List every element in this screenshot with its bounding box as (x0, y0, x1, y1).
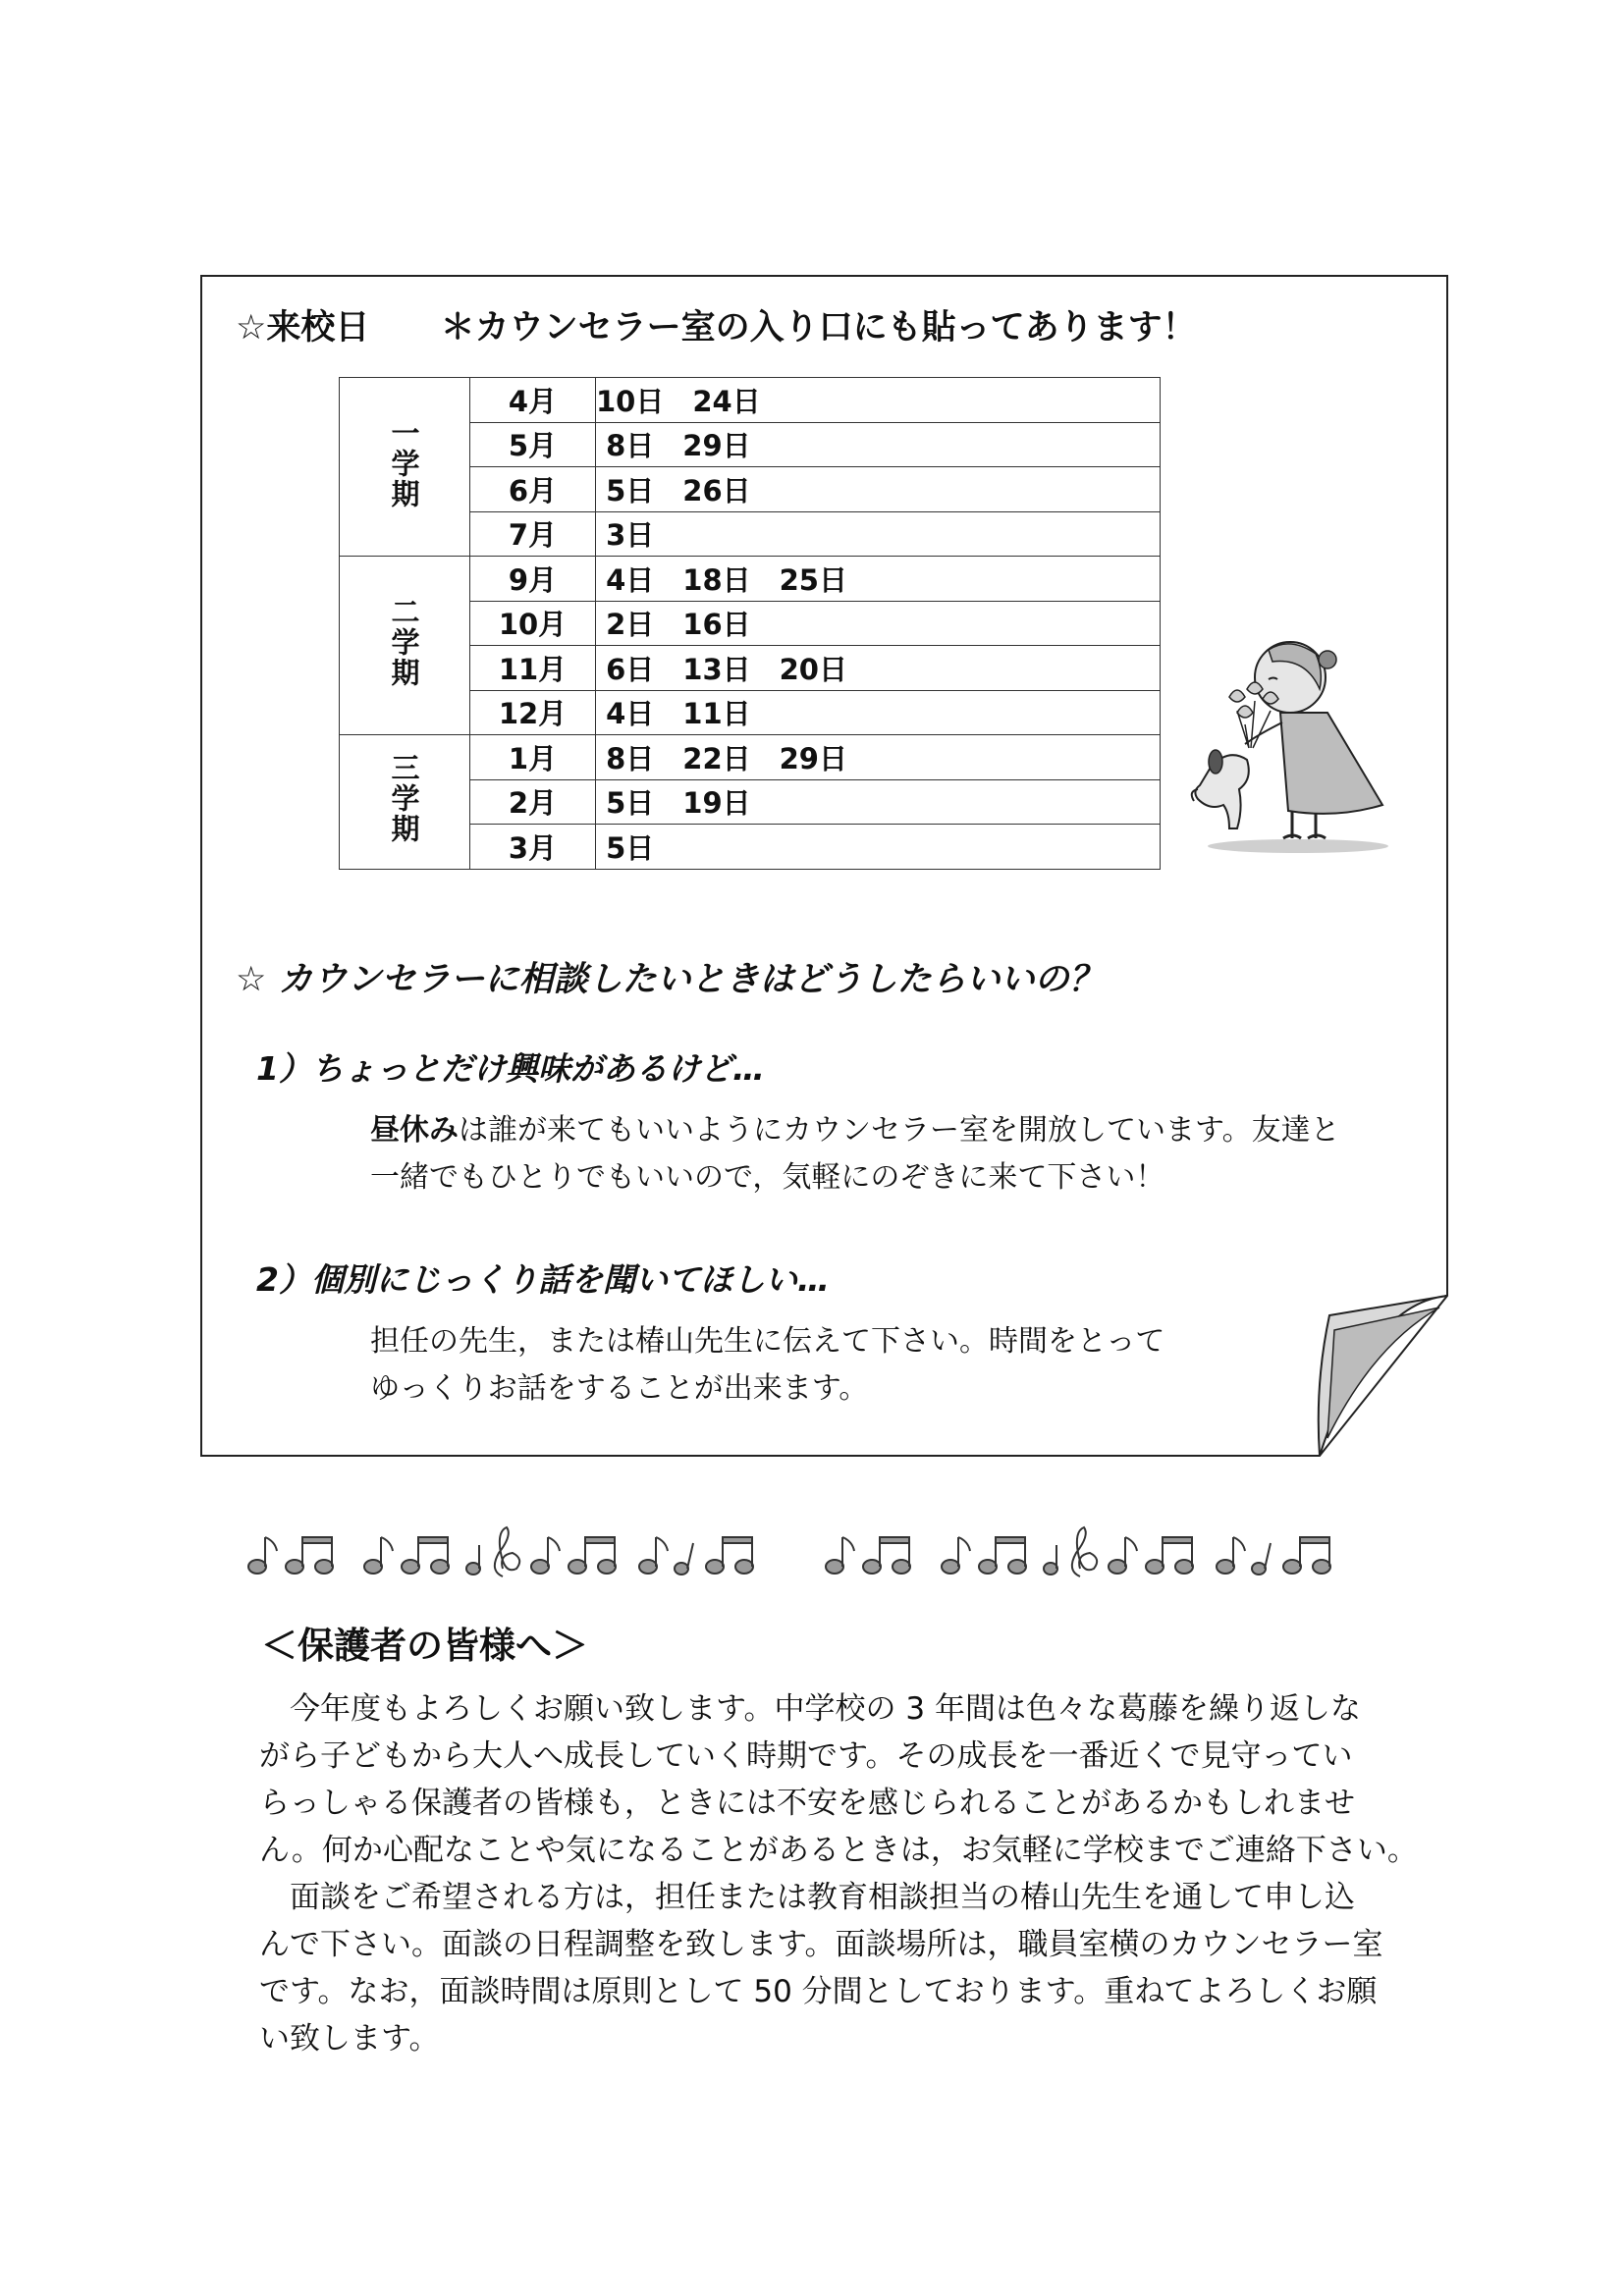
parents-line: がら子どもから大人へ成長していく時期です。その成長を一番近くで見守ってい (259, 1738, 1353, 1774)
table-row (340, 735, 1161, 780)
days-cell: 5日 (596, 825, 1161, 870)
visit-days-note: ＊カウンセラー室の入り口にも貼ってあります！ (440, 308, 1197, 347)
days-cell: 4日 18日 25日 (596, 557, 1161, 602)
month-cell: 1月 (470, 735, 596, 780)
days-cell: 5日 19日 (596, 779, 1161, 825)
consult-item1-line2: 一緒でもひとりでもいいので，気軽にのぞきに来て下さい！ (370, 1160, 1165, 1195)
month-cell: 5月 (470, 422, 596, 467)
parents-line: です。なお，面談時間は原則として 50 分間としております。重ねてよろしくお願 (259, 1974, 1378, 2009)
parents-line: んで下さい。面談の日程調整を致します。面談場所は，職員室横のカウンセラー室 (259, 1927, 1383, 1962)
month-cell: 9月 (470, 557, 596, 602)
consult-item2-heading: 2）個別にじっくり話を聞いてほしい… (256, 1260, 830, 1299)
term-label: 一学期 (387, 417, 421, 509)
visit-schedule-table (339, 377, 1161, 870)
term-label-cell (340, 735, 470, 870)
consult-item2-line1: 担任の先生，または椿山先生に伝えて下さい。時間をとって (370, 1324, 1165, 1359)
days-cell: 4日 11日 (596, 690, 1161, 735)
term-label-cell (340, 557, 470, 735)
days-cell: 2日 16日 (596, 601, 1161, 646)
notice-box (200, 275, 1449, 1456)
days-cell: 8日 29日 (596, 422, 1161, 467)
consult-item2-line2: ゆっくりお話をすることが出来ます。 (370, 1371, 869, 1406)
consult-item1-line1 (370, 1107, 1340, 1154)
girl-with-flowers-and-dog-illustration (1190, 628, 1396, 854)
parents-line: ん。何か心配なことや気になることがあるときは，お気軽に学校までご連絡下さい。 (259, 1833, 1418, 1868)
month-cell: 6月 (470, 467, 596, 512)
days-cell: 8日 22日 29日 (596, 735, 1161, 780)
parents-message (259, 1685, 1418, 2062)
consult-item1-line1-rest: は誰が来てもいいようにカウンセラー室を開放しています。友達と (459, 1113, 1340, 1148)
days-cell: 3日 (596, 511, 1161, 557)
days-cell: 6日 13日 20日 (596, 646, 1161, 691)
parents-line: 面談をご希望される方は，担任または教育相談担当の椿山先生を通して申し込 (259, 1880, 1355, 1915)
parents-line: い致します。 (259, 2021, 440, 2056)
table-row (340, 378, 1161, 423)
term-label: 三学期 (387, 752, 421, 844)
month-cell: 3月 (470, 825, 596, 870)
consult-heading: ☆ カウンセラーに相談したいときはどうしたらいいの？ (236, 960, 1104, 999)
parents-line: らっしゃる保護者の皆様も，ときには不安を感じられることがあるかもしれませ (259, 1786, 1355, 1821)
month-cell: 7月 (470, 511, 596, 557)
term-label: 二学期 (387, 596, 421, 688)
month-cell: 4月 (470, 378, 596, 423)
month-cell: 2月 (470, 779, 596, 825)
month-cell: 10月 (470, 601, 596, 646)
consult-item1-text (370, 1107, 1340, 1201)
month-cell: 11月 (470, 646, 596, 691)
visit-days-heading (236, 300, 1197, 349)
parents-title: ＜保護者の皆様へ＞ (261, 1625, 588, 1667)
consult-item2-text (370, 1318, 1164, 1413)
lunch-break-bold: 昼休み (370, 1113, 459, 1148)
consult-item1-heading: 1）ちょっとだけ興味があるけど… (256, 1049, 765, 1088)
term-label-cell (340, 378, 470, 557)
month-cell: 12月 (470, 690, 596, 735)
table-row (340, 557, 1161, 602)
days-cell: 10日 24日 (596, 378, 1161, 423)
parents-line: 今年度もよろしくお願い致します。中学校の 3 年間は色々な葛藤を繰り返しな (259, 1691, 1361, 1727)
days-cell: 5日 26日 (596, 467, 1161, 512)
visit-days-title: ☆来校日 (236, 308, 370, 347)
music-notes-divider (245, 1523, 1375, 1582)
